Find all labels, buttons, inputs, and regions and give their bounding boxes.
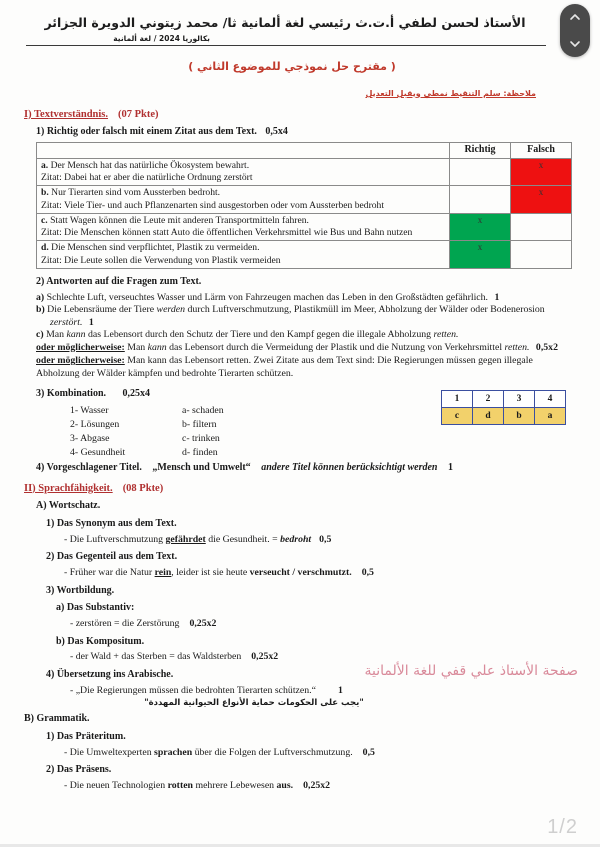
question-1-4-title: 4) Vorgeschlagener Titel. [36,461,142,473]
a3-sub-b-heading: b) Das Kompositum. [56,635,145,647]
a4-answer [70,685,574,698]
answer-2c-italic-2: retten. [433,329,459,341]
alt-1-italic-1: kann [147,341,167,353]
alt-2-text: Man kann das Lebensort retten. Zwei Zitate aus dem Text sind: Die Regierungen müssen gegen illegale Abholzung der Wälder kämpfen und bedrohte Tierarten schützen. [36,355,533,379]
answer-2b-text-1: Die Lebensräume der Tiere [47,304,157,316]
b1-bold: sprachen [154,746,193,758]
a3-sub-a-points: 0,25x2 [189,618,217,630]
question-1-4-heading [36,462,574,475]
chevron-down-icon[interactable] [568,37,582,51]
komb-head-2: 2 [473,391,504,408]
a2-points: 0,5 [361,567,374,578]
a2-text-2: , leider ist sie heute [171,567,250,578]
a1-answer [64,534,574,547]
a3-sub-a-answer [70,618,574,631]
b2-bold-1: rotten [167,780,194,792]
answer-2c-label: c) [36,329,44,341]
answer-2a-points: 1 [494,291,500,303]
question-1-2-heading: 2) Antworten auf die Fragen zum Text. [36,275,202,287]
document-header [0,0,600,98]
zitat-text-a: Zitat: Dabei hat er aber die natürliche Ordnung zerstört [41,172,253,184]
richtig-falsch-table [36,142,572,269]
answer-2c [36,329,574,342]
alt-1-points: 0,5x2 [535,341,558,353]
answer-2b-italic-1: werden [156,304,186,316]
a4-german: - „Die Regierungen müssen die bedrohten Tierarten schützen.“ [70,684,316,696]
question-1-4-answer: „Mensch und Umwelt“ [152,461,251,473]
question-1-1-heading [36,126,574,139]
a1-heading: 1) Das Synonym aus dem Text. [46,517,177,529]
b2-heading: 2) Das Präsens. [46,764,112,776]
falsch-cell-c[interactable] [511,213,572,241]
question-1-1-title: 1) Richtig oder falsch mit einem Zitat aus dem Text. [36,126,257,138]
alt-2-label: oder möglicherweise: [36,355,125,367]
column-richtig: Richtig [450,142,511,158]
a4-points: 1 [337,684,343,696]
document-title: ( مقترح حل نموذجي للموضوع الثاني ) [188,59,396,73]
a1-points: 0,5 [319,533,332,545]
answer-2a-text: Schlechte Luft, verseuchtes Wasser und Lärm von Fahrzeugen machen das Leben in den Großstädten gefährlich. [46,291,488,303]
a4-arabic-translation: "يجب على الحكومات حماية الأنواع الحيوانية المهددة" [144,698,364,709]
answer-2c-text-1: Man [46,329,67,341]
b2-points: 0,25x2 [303,780,331,792]
komb-left-4: 4- Gesundheit [70,446,126,458]
arabic-watermark: صفحة الأستاذ علي قفي للغة الألمانية [364,663,578,679]
statement-text-a: Der Mensch hat das natürliche Ökosystem bewahrt. [50,159,250,171]
kombination-row [70,446,574,460]
header-divider [26,45,546,46]
section-1-heading [24,108,574,121]
zitat-text-d: Zitat: Die Leute sollen die Verwendung von Plastik vermeiden [41,254,281,266]
answer-2a-label: a) [36,291,45,303]
komb-answer-2[interactable]: d [473,408,504,425]
statement-cell-c [37,213,450,241]
b2-text-1: - Die neuen Technologien [64,780,168,792]
section-2-points: (08 Pkte) [122,482,164,494]
question-1-3-scale: 0,25x4 [122,388,151,400]
section-2-heading [24,482,574,495]
richtig-cell-b[interactable] [450,186,511,214]
a2-bold: verseucht / verschmutzt. [249,567,352,578]
kombination-answer-row [442,408,566,425]
b1-answer [64,747,574,760]
question-1-3-block [24,388,574,459]
komb-left-2: 2- Lösungen [70,419,120,431]
a1-text-2: die Gesundheit. = [205,533,281,545]
table-row [37,213,572,241]
answer-2c-alt-1 [36,342,574,355]
row-label-c: c. [41,214,48,226]
falsch-cell-d[interactable] [511,241,572,269]
b1-heading: 1) Das Präteritum. [46,730,126,742]
section-2-title: II) Sprachfähigkeit. [24,482,113,494]
a1-text-1: - Die Luftverschmutzung [64,533,166,545]
zitat-text-c: Zitat: Die Menschen können statt Auto die öffentlichen Verkehrsmittel wie Bus und Bahn nutzen [41,227,413,239]
statement-text-d: Die Menschen sind verpflichtet, Plastik zu vermeiden. [51,242,260,254]
a3-heading: 3) Wortbildung. [46,584,115,596]
alt-1-text-1: Man [124,341,148,353]
answer-2c-text-2: das Lebensort durch den Schutz der Tiere und den Kampf gegen die illegale Abholzung [85,329,434,341]
statement-text-c: Statt Wagen können die Leute mit anderen Transportmitteln fahren. [50,214,309,226]
a2-answer [64,567,574,580]
answer-2c-alt-2 [36,355,574,380]
wortschatz-heading: A) Wortschatz. [36,500,101,512]
row-label-a: a. [41,159,49,171]
table-row [37,186,572,214]
komb-right-4: d- finden [182,446,218,458]
statement-cell-a [37,158,450,186]
kombination-answer-table [441,390,566,425]
a2-underline: rein [154,567,172,578]
statement-text-b: Nur Tierarten sind vom Aussterben bedroht. [51,187,221,199]
b1-points: 0,5 [362,746,375,758]
row-label-d: d. [41,242,49,254]
kombination-header-row [442,391,566,408]
komb-left-3: 3- Abgase [70,433,110,445]
statement-cell-b [37,186,450,214]
komb-right-1: a- schaden [182,405,224,417]
a1-underline: gefährdet [165,533,206,545]
question-1-4-points: 1 [448,461,453,473]
falsch-cell-a[interactable]: x [511,158,572,186]
b2-bold-2: aus. [276,780,294,792]
komb-answer-3[interactable]: b [504,408,535,425]
alt-1-text-2: das Lebensort durch die Vermeidung der Plastik und die Nutzung von Verkehrsmittel [166,341,505,353]
answer-2c-italic-1: kann [66,329,86,341]
komb-head-3: 3 [504,391,535,408]
column-falsch: Falsch [511,142,572,158]
section-1-title: I) Textverständnis. [24,108,109,120]
a3-sub-b-points: 0,25x2 [251,651,279,663]
a2-text-1: - Früher war die Natur [64,567,155,578]
b2-answer [64,780,574,793]
a1-italic: bedroht [280,533,312,545]
exam-line: بكالوريا 2024 / لغة ألمانية [113,33,210,43]
a3-sub-a-text: - zerstören = die Zerstörung [70,618,180,630]
grading-note: ملاحظة: سلم التنقيط نمطي ويقبل التعديل [365,88,536,98]
b1-text-1: - Die Umweltexperten [64,746,155,758]
section-1-points: (07 Pkte) [118,108,159,120]
answer-2a [36,292,574,305]
kombination-row [70,432,574,446]
a4-heading: 4) Übersetzung ins Arabische. [46,668,174,680]
a3-sub-b-text: - der Wald + das Sterben = das Waldsterben [70,651,242,663]
alt-1-italic-2: retten. [504,341,530,353]
answer-2b-label: b) [36,304,45,316]
row-label-b: b. [41,187,49,199]
richtig-cell-c[interactable]: x [450,213,511,241]
answer-2b-points: 1 [88,316,94,328]
chevron-up-icon[interactable] [568,10,582,24]
grammatik-heading: B) Grammatik. [24,713,90,725]
question-1-4-note: andere Titel können berücksichtigt werden [261,461,438,473]
a2-heading: 2) Das Gegenteil aus dem Text. [46,551,178,563]
zitat-text-b: Zitat: Viele Tier- und auch Pflanzenarten sind ausgestorben oder vom Aussterben bedroht [41,199,385,211]
komb-answer-4[interactable]: a [535,408,566,425]
komb-head-1: 1 [442,391,473,408]
b1-text-2: über die Folgen der Luftverschmutzung. [192,746,353,758]
teacher-line: الأستاذ لحسن لطفي أ.ت.ث رئيسي لغة ألمانية ثا/ محمد زيتوني الدويرة الجزائر [44,15,526,30]
answer-2b [36,304,574,329]
komb-right-2: b- filtern [182,419,217,431]
komb-answer-1[interactable]: c [442,408,473,425]
alt-1-label: oder möglicherweise: [36,341,125,353]
page-navigation-control[interactable] [560,4,590,57]
komb-right-3: c- trinken [182,433,220,445]
richtig-cell-d[interactable]: x [450,241,511,269]
a3-sub-a-heading: a) Das Substantiv: [56,602,135,614]
document-body [0,108,600,793]
richtig-cell-a[interactable] [450,158,511,186]
page-indicator: 1/2 [547,816,578,838]
question-1-1-scale: 0,5x4 [265,126,288,138]
answer-2b-text-2: durch Luftverschmutzung, Plastikmüll im Meer, Abholzung der Wälder oder Bodenerosion [185,304,545,316]
question-1-3-title: 3) Kombination. [36,388,107,400]
answer-2b-italic-2: zerstört. [50,316,83,328]
statement-cell-d [37,241,450,269]
table-row [37,158,572,186]
table-header-row [37,142,572,158]
b2-text-2: mehrere Lebewesen [193,780,277,792]
komb-left-1: 1- Wasser [70,405,109,417]
falsch-cell-b[interactable]: x [511,186,572,214]
komb-head-4: 4 [535,391,566,408]
table-row [37,241,572,269]
